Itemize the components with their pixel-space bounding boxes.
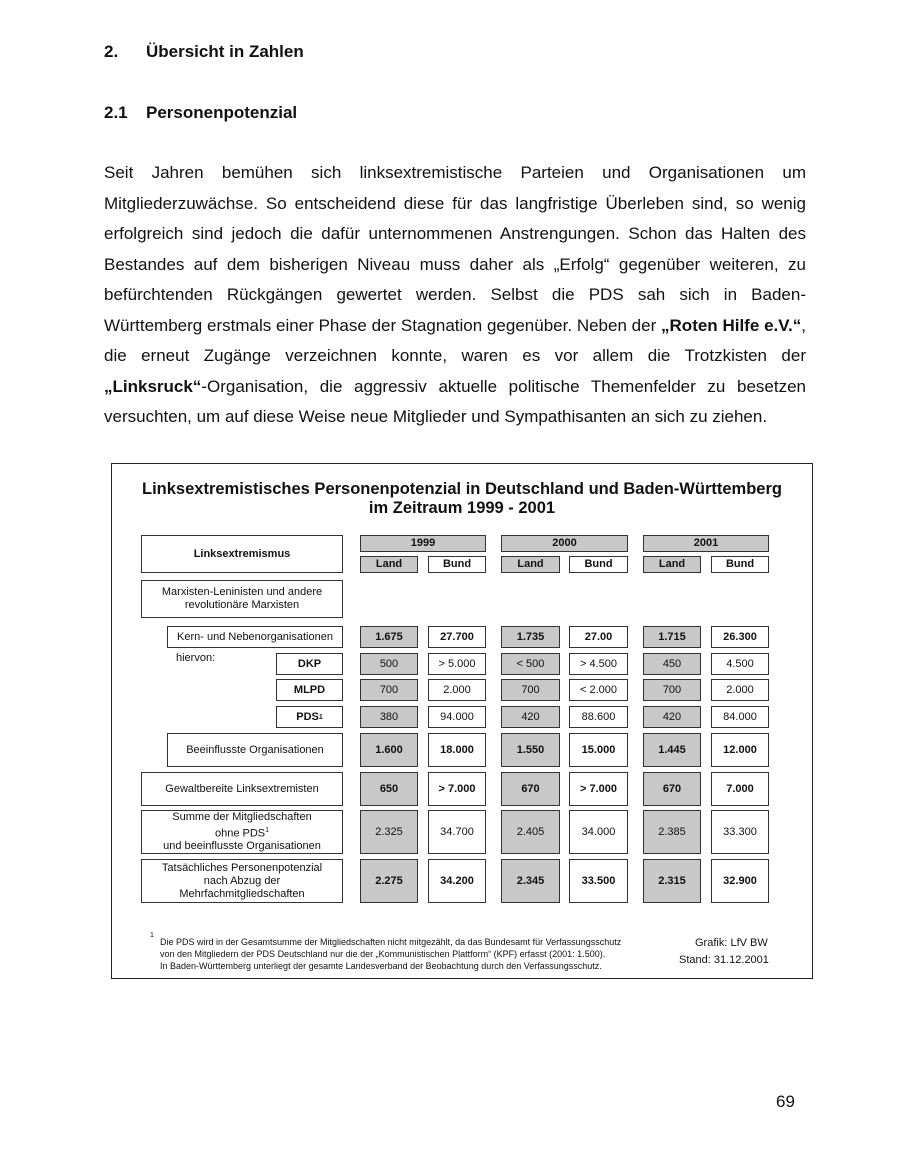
cell-summe-land-1999: 2.325 <box>360 810 418 854</box>
summe-label-line-2: ohne PDS <box>214 827 266 840</box>
subsection-title: Personenpotenzial <box>146 103 298 122</box>
cell-pds-land-1999: 380 <box>360 706 418 728</box>
cell-kern-land-1999: 1.675 <box>360 626 418 648</box>
pds-footnote-sup: 1 <box>318 713 323 721</box>
para-text-1: Seit Jahren bemühen sich linksextremistische Parteien und Organisationen um Mitgliederzuwächse. So entscheidend diese für das langfristige Überleben sind, so wenig erfolgreich sind jedoch die dafür unternommenen Anstrengungen. Schon das Halten des Bestandes auf dem bisherigen Niveau muss daher als „Erfolg“ gegenüber weiteren, zu befürchtenden Rückgängen gewertet werden. Selbst die PDS sah sich in Baden-Württemberg erstmals einer Phase der Stagnation gegenüber. Neben der <box>104 163 806 335</box>
tats-label-line-1: Tatsächliches Personenpotenzial <box>161 861 323 874</box>
page-number: 69 <box>776 1092 795 1111</box>
section-label-marxisten: Marxisten-Leninisten und andere revolutionäre Marxisten <box>141 580 343 618</box>
subsection-number: 2.1 <box>104 103 128 122</box>
row-label-kern: Kern- und Nebenorganisationen <box>167 626 343 648</box>
cell-beeinflusst-land-2001: 1.445 <box>643 733 701 767</box>
cell-tats-land-1999: 2.275 <box>360 859 418 903</box>
cell-tats-land-2001: 2.315 <box>643 859 701 903</box>
cell-kern-land-2000: 1.735 <box>501 626 560 648</box>
row-label-tats <box>141 859 343 903</box>
section-title: Übersicht in Zahlen <box>146 42 304 61</box>
para-text-3: -Organisation, die aggressiv aktuelle politische Themenfelder zu besetzen versuchten, um auf diese Weise neue Mitglieder und Sympathisanten an sich zu ziehen. <box>104 376 806 426</box>
col-header-land-1999: Land <box>360 556 418 573</box>
cell-summe-land-2001: 2.385 <box>643 810 701 854</box>
cell-dkp-land-2000: < 500 <box>501 653 560 675</box>
year-header-2000: 2000 <box>501 535 628 552</box>
cell-beeinflusst-land-2000: 1.550 <box>501 733 560 767</box>
figure-title-line-1: Linksextremistisches Personenpotenzial in Deutschland und Baden-Württemberg <box>142 480 782 498</box>
summe-label-line-3: und beeinflusste Organisationen <box>163 840 321 853</box>
row-label-beeinflusst: Beeinflusste Organisationen <box>167 733 343 767</box>
cell-dkp-bund-2001: 4.500 <box>711 653 769 675</box>
footnote-line-3: In Baden-Württemberg unterliegt der gesamte Landesverband der Beobachtung durch den Verfassungsschutz. <box>160 961 602 971</box>
cell-dkp-land-2001: 450 <box>643 653 701 675</box>
col-header-land-2000: Land <box>501 556 560 573</box>
cell-mlpd-bund-1999: 2.000 <box>428 679 486 701</box>
row-label-dkp: DKP <box>276 653 343 675</box>
cell-pds-land-2000: 420 <box>501 706 560 728</box>
cell-kern-land-2001: 1.715 <box>643 626 701 648</box>
col-header-bund-2001: Bund <box>711 556 769 573</box>
cell-kern-bund-2001: 26.300 <box>711 626 769 648</box>
credit-date: Stand: 31.12.2001 <box>679 954 769 966</box>
credit-source: Grafik: LfV BW <box>695 937 768 949</box>
tats-label-line-2: nach Abzug der <box>203 874 281 887</box>
cell-summe-land-2000: 2.405 <box>501 810 560 854</box>
cell-tats-bund-1999: 34.200 <box>428 859 486 903</box>
cell-beeinflusst-bund-1999: 18.000 <box>428 733 486 767</box>
cell-pds-bund-2000: 88.600 <box>569 706 628 728</box>
hiervon-label: hiervon: <box>176 652 216 664</box>
cell-summe-bund-2001: 33.300 <box>711 810 769 854</box>
footnote-line-1: Die PDS wird in der Gesamtsumme der Mitgliedschaften nicht mitgezählt, da das Bundesamt für Verfassungsschutz <box>160 937 622 947</box>
row-label-summe <box>141 810 343 854</box>
body-paragraph <box>104 158 806 433</box>
cell-tats-bund-2000: 33.500 <box>569 859 628 903</box>
cell-kern-bund-1999: 27.700 <box>428 626 486 648</box>
cell-mlpd-land-2001: 700 <box>643 679 701 701</box>
row-label-mlpd: MLPD <box>276 679 343 701</box>
para-text-2: , die erneut Zugänge verzeichnen konnte, waren es vor allem die Trotzkisten der <box>104 315 806 365</box>
cell-pds-land-2001: 420 <box>643 706 701 728</box>
cell-mlpd-bund-2000: < 2.000 <box>569 679 628 701</box>
cell-beeinflusst-land-1999: 1.600 <box>360 733 418 767</box>
section-number: 2. <box>104 42 119 61</box>
cell-tats-bund-2001: 32.900 <box>711 859 769 903</box>
row-label-gewalt: Gewaltbereite Linksextremisten <box>141 772 343 806</box>
cell-kern-bund-2000: 27.00 <box>569 626 628 648</box>
cell-gewalt-land-1999: 650 <box>360 772 418 806</box>
cell-gewalt-land-2001: 670 <box>643 772 701 806</box>
cell-beeinflusst-bund-2000: 15.000 <box>569 733 628 767</box>
cell-mlpd-land-2000: 700 <box>501 679 560 701</box>
cell-gewalt-bund-2000: > 7.000 <box>569 772 628 806</box>
tats-label-line-3: Mehrfachmitgliedschaften <box>179 887 305 900</box>
col-header-bund-2000: Bund <box>569 556 628 573</box>
cell-gewalt-land-2000: 670 <box>501 772 560 806</box>
footnote-line-2: von den Mitgliedern der PDS Deutschland nur die der „Kommunistischen Plattform“ (KPF) erfasst (2001: 1.500). <box>160 949 606 959</box>
cell-mlpd-bund-2001: 2.000 <box>711 679 769 701</box>
cell-tats-land-2000: 2.345 <box>501 859 560 903</box>
cell-beeinflusst-bund-2001: 12.000 <box>711 733 769 767</box>
para-bold-linksruck: „Linksruck“ <box>104 376 202 396</box>
row-label-pds <box>276 706 343 728</box>
header-label-box: Linksextremismus <box>141 535 343 573</box>
summe-label-line-2-wrap <box>215 824 269 841</box>
cell-mlpd-land-1999: 700 <box>360 679 418 701</box>
cell-dkp-land-1999: 500 <box>360 653 418 675</box>
cell-summe-bund-2000: 34.000 <box>569 810 628 854</box>
pds-label-text: PDS <box>296 710 319 723</box>
col-header-bund-1999: Bund <box>428 556 486 573</box>
section-heading <box>104 42 304 62</box>
cell-dkp-bund-2000: > 4.500 <box>569 653 628 675</box>
cell-summe-bund-1999: 34.700 <box>428 810 486 854</box>
col-header-land-2001: Land <box>643 556 701 573</box>
summe-footnote-sup: 1 <box>265 826 270 834</box>
cell-pds-bund-1999: 94.000 <box>428 706 486 728</box>
subsection-heading <box>104 103 297 123</box>
para-bold-roten-hilfe: „Roten Hilfe e.V.“ <box>661 315 802 335</box>
cell-pds-bund-2001: 84.000 <box>711 706 769 728</box>
figure-title-line-2: im Zeitraum 1999 - 2001 <box>368 499 556 517</box>
year-header-1999: 1999 <box>360 535 486 552</box>
footnote-mark: 1 <box>150 932 154 939</box>
cell-dkp-bund-1999: > 5.000 <box>428 653 486 675</box>
statistics-figure <box>111 463 813 979</box>
cell-gewalt-bund-1999: > 7.000 <box>428 772 486 806</box>
year-header-2001: 2001 <box>643 535 769 552</box>
summe-label-line-1: Summe der Mitgliedschaften <box>172 810 312 823</box>
cell-gewalt-bund-2001: 7.000 <box>711 772 769 806</box>
